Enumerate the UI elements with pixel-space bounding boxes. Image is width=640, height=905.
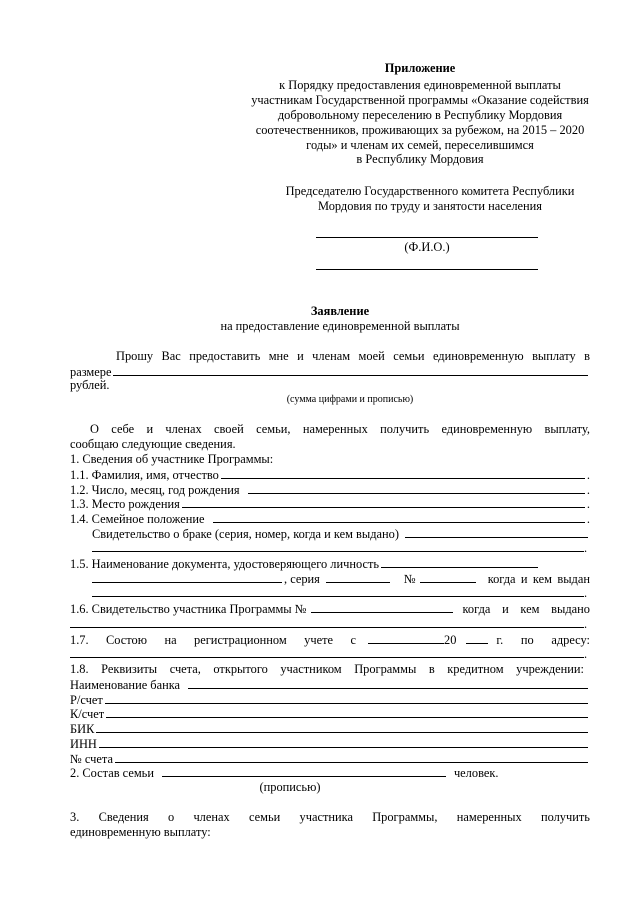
marriage-line-2[interactable]: [92, 551, 584, 552]
id-issued-line[interactable]: [92, 596, 584, 597]
bik-input-line[interactable]: [96, 721, 588, 733]
section3-line-2: единовременную выплату:: [70, 825, 211, 839]
addressee-line: Председателю Государственного комитета Республики: [285, 184, 575, 198]
statement-subtitle: на предоставление единовременной выплаты: [220, 319, 460, 333]
field-1-7: 1.7. Состою на регистрационном учете с 20 г. по адресу:: [70, 633, 590, 647]
inn-row: ИНН: [70, 736, 590, 752]
bank-name-row: Наименование банка: [70, 677, 590, 693]
rs-row: Р/счет: [70, 692, 590, 708]
account-input-line[interactable]: [115, 751, 588, 763]
inn-input-line[interactable]: [99, 736, 588, 748]
fio-caption: (Ф.И.О.): [404, 240, 450, 254]
address-line[interactable]: [70, 657, 584, 658]
size-label: размере: [70, 365, 112, 379]
registration-date-line[interactable]: [368, 632, 444, 644]
appendix-line: участникам Государственной программы «Оказание содействия: [251, 93, 589, 107]
field-1-1: 1.1. Фамилия, имя, отчество .: [70, 468, 590, 482]
id-doc-details: , серия № когда и кем выдан: [92, 571, 590, 587]
id-doc-input-line[interactable]: [381, 556, 538, 568]
family-count-caption: (прописью): [259, 780, 321, 794]
field-1-2: 1.2. Число, месяц, год рождения .: [70, 483, 590, 497]
appendix-line: добровольному переселению в Республику Мордовия: [277, 108, 563, 122]
bik-row: БИК: [70, 721, 590, 737]
id-series-line[interactable]: [326, 571, 390, 583]
section1-title: 1. Сведения об участнике Программы:: [70, 452, 274, 466]
addressee-line: Мордовия по труду и занятости населения: [317, 199, 543, 213]
id-number-line[interactable]: [420, 571, 476, 583]
fio-line-2[interactable]: [316, 269, 538, 270]
marriage-row: Свидетельство о браке (серия, номер, когда и кем выдано): [92, 526, 590, 542]
appendix-title: Приложение: [384, 61, 456, 75]
registration-year-line[interactable]: [466, 632, 488, 644]
id-doc-name-line[interactable]: [92, 571, 282, 583]
birthdate-input-line[interactable]: [248, 482, 585, 494]
field-1-3: 1.3. Место рождения .: [70, 497, 590, 511]
ks-row: К/счет: [70, 706, 590, 722]
section2-row: 2. Состав семьи человек.: [70, 766, 499, 780]
request-line: Прошу Вас предоставить мне и членам моей семьи единовременную выплату в: [116, 349, 590, 363]
appendix-line: в Республику Мордовия: [356, 152, 484, 166]
field-1-5: 1.5. Наименование документа, удостоверяющего личность: [70, 556, 540, 572]
family-count-line[interactable]: [162, 765, 446, 777]
field-1-6: 1.6. Свидетельство участника Программы № когда и кем выдано: [70, 602, 590, 616]
certificate-issued-line[interactable]: [70, 627, 584, 628]
about-line-2: сообщаю следующие сведения.: [70, 437, 236, 451]
size-row: [70, 364, 590, 380]
appendix-line: соотечественников, проживающих за рубежом, на 2015 – 2020: [255, 123, 585, 137]
account-row: № счета: [70, 751, 590, 767]
certificate-number-line[interactable]: [311, 601, 453, 613]
field-1-8: 1.8. Реквизиты счета, открытого участником Программы в кредитном учреждении:: [70, 662, 584, 676]
bank-name-input-line[interactable]: [188, 677, 588, 689]
rs-input-line[interactable]: [105, 692, 588, 704]
statement-title: Заявление: [310, 304, 370, 318]
fullname-input-line[interactable]: [221, 467, 585, 479]
marital-input-line[interactable]: [213, 511, 585, 523]
about-line: О себе и членах своей семьи, намеренных получить единовременную выплату,: [90, 422, 590, 436]
section3-line: 3. Сведения о членах семьи участника Программы, намеренных получить: [70, 810, 590, 824]
rubles-label: рублей.: [70, 378, 110, 392]
marriage-input-line[interactable]: [405, 526, 588, 538]
appendix-line: к Порядку предоставления единовременной выплаты: [279, 78, 561, 92]
ks-input-line[interactable]: [106, 706, 588, 718]
sum-caption: (сумма цифрами и прописью): [286, 394, 414, 405]
fio-line[interactable]: [316, 237, 538, 238]
birthplace-input-line[interactable]: [182, 496, 585, 508]
size-input-line[interactable]: [113, 364, 588, 376]
field-1-4: 1.4. Семейное положение .: [70, 512, 590, 526]
appendix-line: годы» и членам их семей, переселившимся: [306, 138, 534, 152]
